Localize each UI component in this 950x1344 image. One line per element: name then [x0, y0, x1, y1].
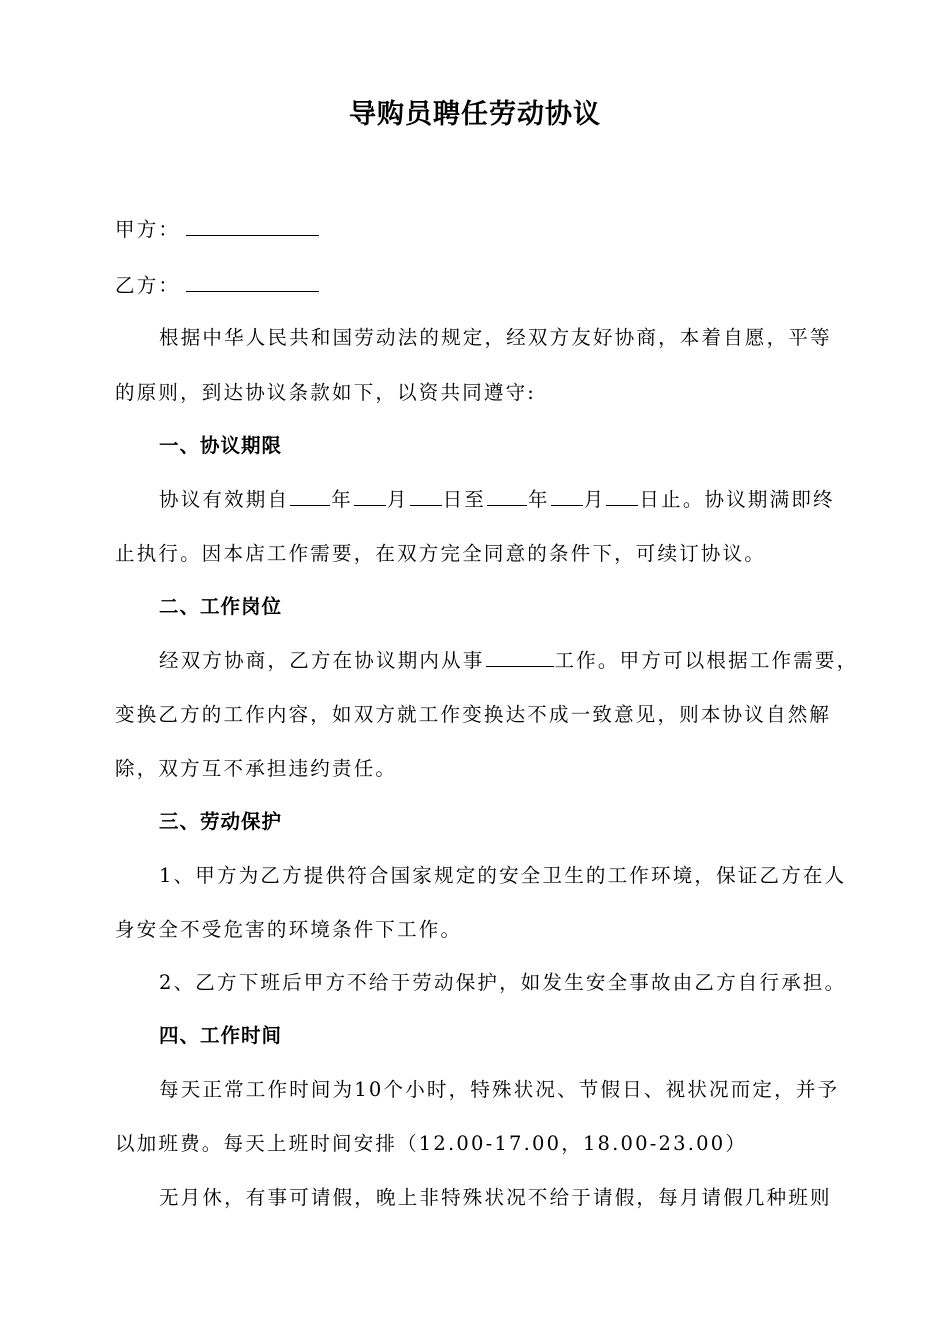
- document-title: 导购员聘任劳动协议: [349, 99, 601, 130]
- position-blank[interactable]: [486, 648, 554, 667]
- section-3-heading: 三、劳动保护: [159, 810, 283, 833]
- month-label-2: 月: [583, 488, 606, 511]
- party-a-label: 甲方：: [115, 218, 181, 241]
- start-day-blank[interactable]: [410, 487, 442, 506]
- start-month-blank[interactable]: [354, 487, 386, 506]
- section-1-para-1: [159, 484, 835, 512]
- month-label: 月: [386, 488, 409, 511]
- party-b-label: 乙方：: [115, 274, 181, 297]
- section-3-item-2: 2、乙方下班后甲方不给于劳动保护，如发生安全事故由乙方自行承担。: [159, 971, 847, 994]
- year-label: 年: [331, 488, 353, 511]
- position-text-b: 工作。甲方可以根据工作需要，: [554, 649, 859, 672]
- party-a-line: [115, 214, 319, 242]
- section-3-item-1-line-1: 1、甲方为乙方提供符合国家规定的安全卫生的工作环境，保证乙方在人: [159, 864, 847, 887]
- section-1-heading: 一、协议期限: [159, 434, 283, 457]
- section-4-para-2: 无月休，有事可请假，晚上非特殊状况不给于请假，每月请假几种班则: [159, 1186, 832, 1209]
- year-label-2: 年: [528, 488, 550, 511]
- section-2-para-3: 除，双方互不承担违约责任。: [115, 757, 398, 780]
- section-2-para-1: [159, 645, 858, 673]
- section-2-para-2: 变换乙方的工作内容，如双方就工作变换达不成一致意见，则本协议自然解: [115, 703, 832, 726]
- term-end-text: 日止。协议期满即终: [639, 488, 835, 511]
- section-3-item-1-line-2: 身安全不受危害的环境条件下工作。: [115, 918, 463, 941]
- section-4-heading: 四、工作时间: [159, 1024, 283, 1047]
- section-4-para-1-line-2: 以加班费。每天上班时间安排（12.00-17.00，18.00-23.00）: [115, 1132, 748, 1155]
- term-start-text: 协议有效期自: [159, 488, 290, 511]
- end-day-blank[interactable]: [606, 487, 638, 506]
- intro-line-1: 根据中华人民共和国劳动法的规定，经双方友好协商，本着自愿，平等: [159, 326, 832, 349]
- intro-line-2: 的原则，到达协议条款如下，以资共同遵守:: [115, 381, 537, 404]
- section-1-para-2: 止执行。因本店工作需要，在双方完全同意的条件下，可续订协议。: [115, 542, 767, 565]
- start-year-blank[interactable]: [290, 487, 330, 506]
- end-year-blank[interactable]: [487, 487, 527, 506]
- party-a-blank[interactable]: [186, 215, 319, 236]
- end-month-blank[interactable]: [551, 487, 583, 506]
- position-text-a: 经双方协商，乙方在协议期内从事: [159, 649, 485, 672]
- day-to-label: 日至: [442, 488, 487, 511]
- section-4-para-1-line-1: 每天正常工作时间为10个小时，特殊状况、节假日、视状况而定，并予: [159, 1078, 840, 1101]
- party-b-blank[interactable]: [186, 271, 319, 292]
- section-2-heading: 二、工作岗位: [159, 595, 283, 618]
- party-b-line: [115, 270, 319, 298]
